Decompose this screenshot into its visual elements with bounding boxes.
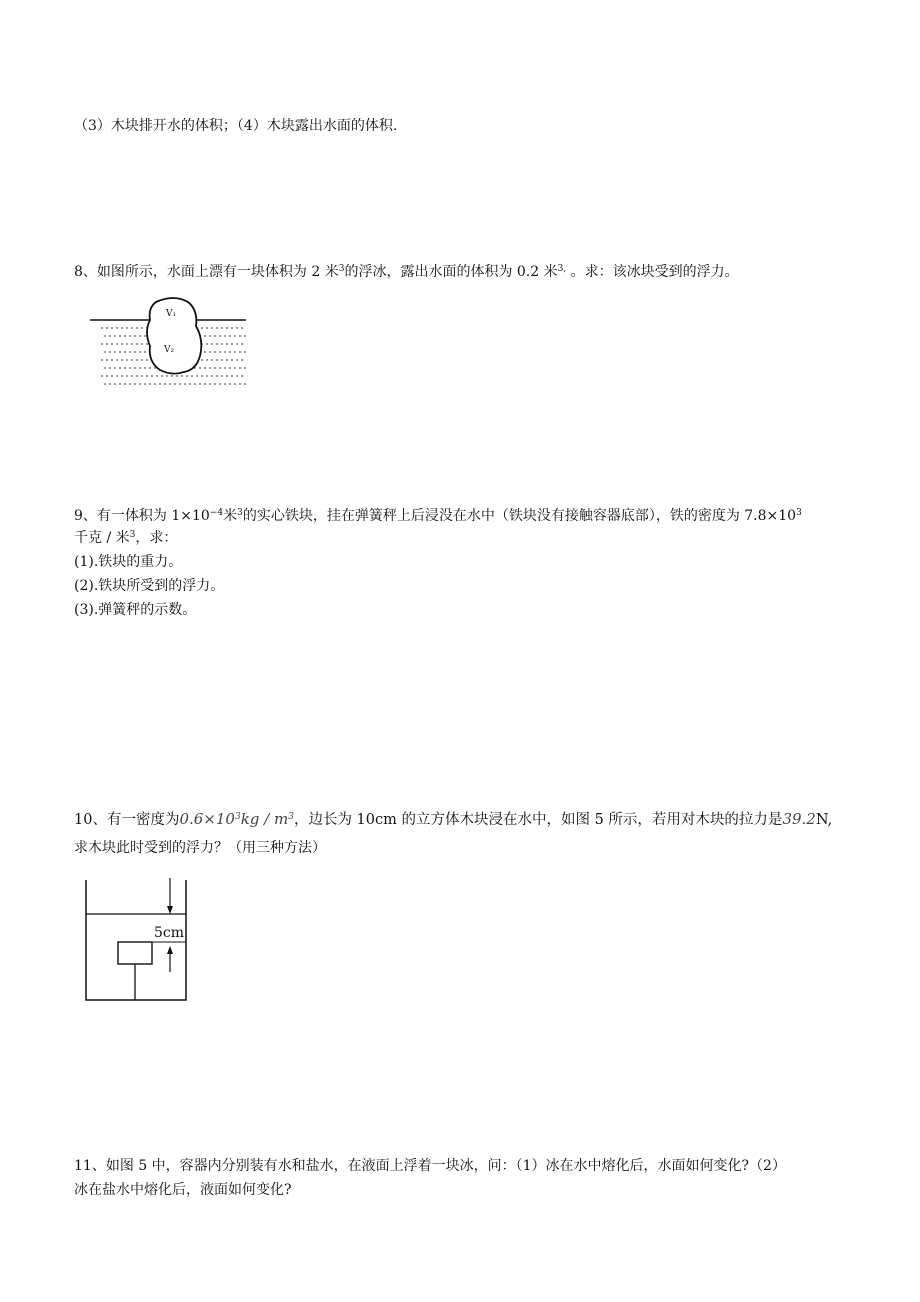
water-dot xyxy=(214,383,216,385)
q10-density-unit-sup: 3 xyxy=(288,812,294,822)
q10-text xyxy=(74,808,832,831)
water-dot xyxy=(141,327,143,329)
water-dot xyxy=(144,383,146,385)
water-dot xyxy=(119,351,121,353)
water-dot xyxy=(231,343,233,345)
water-dot xyxy=(241,375,243,377)
q9-item-3: (3).弹簧秤的示数。 xyxy=(74,602,197,618)
water-dot xyxy=(171,375,173,377)
up-arrow-head xyxy=(167,946,173,954)
water-dot xyxy=(234,383,236,385)
water-dot xyxy=(224,351,226,353)
water-dot xyxy=(229,383,231,385)
water-dot xyxy=(239,383,241,385)
q10-density xyxy=(179,810,294,828)
water-dot xyxy=(131,343,133,345)
water-dot xyxy=(146,375,148,377)
q9-sup-d: 3 xyxy=(129,530,136,540)
water-dot xyxy=(201,375,203,377)
water-dot xyxy=(206,375,208,377)
water-dot xyxy=(216,375,218,377)
water-dot xyxy=(221,359,223,361)
water-dot xyxy=(164,383,166,385)
water-dot xyxy=(244,351,246,353)
water-dot xyxy=(134,335,136,337)
water-dot xyxy=(121,359,123,361)
water-dot xyxy=(206,343,208,345)
water-dot xyxy=(209,351,211,353)
q10-force-unit: N, xyxy=(815,812,833,828)
q8-sup-a: 3 xyxy=(338,264,345,274)
q11-line2: 冰在盐水中熔化后，液面如何变化? xyxy=(74,1182,292,1198)
water-dot xyxy=(224,335,226,337)
water-dot xyxy=(144,335,146,337)
q8-text-a: 8、如图所示，水面上漂有一块体积为 2 米 xyxy=(74,264,339,280)
water-dot xyxy=(209,367,211,369)
q10-density-value: 0.6×10 xyxy=(179,810,235,828)
water-dot xyxy=(224,383,226,385)
water-dot xyxy=(199,367,201,369)
water-dot xyxy=(126,359,128,361)
water-dot xyxy=(141,375,143,377)
water-dot xyxy=(139,335,141,337)
water-dot xyxy=(209,383,211,385)
water-dot xyxy=(244,335,246,337)
q9-text-b: 的实心铁块，挂在弹簧秤上后浸没在水中（铁块没有接触容器底部），铁的密度为 7.8×10 xyxy=(242,508,797,524)
water-dot xyxy=(136,343,138,345)
water-dot xyxy=(129,383,131,385)
water-dot xyxy=(219,335,221,337)
q7-subquestions: （3）木块排开水的体积；（4）木块露出水面的体积. xyxy=(74,118,398,134)
water-dot xyxy=(126,375,128,377)
water-dot xyxy=(201,327,203,329)
water-dot xyxy=(159,383,161,385)
water-dot xyxy=(226,359,228,361)
water-dot xyxy=(184,383,186,385)
water-dot xyxy=(106,327,108,329)
water-dot xyxy=(134,383,136,385)
water-dot xyxy=(219,383,221,385)
water-dot xyxy=(131,359,133,361)
water-dot xyxy=(146,359,148,361)
water-dot xyxy=(106,375,108,377)
water-dot xyxy=(129,367,131,369)
water-dot xyxy=(104,367,106,369)
container-figure xyxy=(84,878,194,1006)
q10-force: 39.2 xyxy=(782,810,816,828)
water-dot xyxy=(166,375,168,377)
water-dot xyxy=(124,351,126,353)
q10-text-a: 10、有一密度为 xyxy=(74,812,180,828)
water-dot xyxy=(191,375,193,377)
water-dot xyxy=(119,367,121,369)
water-dot xyxy=(104,335,106,337)
water-dot xyxy=(204,367,206,369)
water-dot xyxy=(224,367,226,369)
water-dot xyxy=(121,343,123,345)
q8-text xyxy=(74,262,739,282)
water-dot xyxy=(231,375,233,377)
water-dot xyxy=(229,351,231,353)
water-dot xyxy=(114,351,116,353)
water-dot xyxy=(201,359,203,361)
water-dot xyxy=(154,383,156,385)
water-dot xyxy=(241,327,243,329)
water-dot xyxy=(134,367,136,369)
water-dot xyxy=(206,327,208,329)
water-dot xyxy=(144,367,146,369)
water-dot xyxy=(236,343,238,345)
water-dot xyxy=(114,335,116,337)
water-dot xyxy=(216,343,218,345)
q10-text-b: ，边长为 10cm 的立方体木块浸在水中，如图 5 所示，若用对木块的拉力是 xyxy=(293,812,783,828)
down-arrow-head xyxy=(167,906,173,914)
water-dot xyxy=(204,351,206,353)
water-dot xyxy=(214,351,216,353)
water-dot xyxy=(101,375,103,377)
water-dot xyxy=(109,351,111,353)
water-dot xyxy=(216,327,218,329)
water-dot xyxy=(221,375,223,377)
water-dot xyxy=(214,367,216,369)
water-dot xyxy=(244,367,246,369)
water-dot xyxy=(104,383,106,385)
water-dot xyxy=(131,327,133,329)
water-dot xyxy=(139,383,141,385)
water-dot xyxy=(204,383,206,385)
water-dot xyxy=(139,367,141,369)
water-dot xyxy=(189,383,191,385)
water-dot xyxy=(109,367,111,369)
water-dot xyxy=(231,327,233,329)
q9-line2 xyxy=(74,528,177,548)
water-dot xyxy=(239,367,241,369)
water-dot xyxy=(226,343,228,345)
water-dot xyxy=(234,367,236,369)
q10-line2: 求木块此时受到的浮力？（用三种方法） xyxy=(74,840,326,856)
water-dot xyxy=(216,359,218,361)
q9-item-1: (1).铁块的重力。 xyxy=(74,554,183,570)
water-dot xyxy=(129,335,131,337)
water-dot xyxy=(141,343,143,345)
q9-text-a: 9、有一体积为 1×10 xyxy=(74,508,210,524)
water-dot xyxy=(214,335,216,337)
ice-figure xyxy=(88,296,258,388)
water-dot xyxy=(226,327,228,329)
water-dot xyxy=(181,375,183,377)
q9-sup-c: 3 xyxy=(796,508,802,518)
water-dot xyxy=(239,351,241,353)
water-dot xyxy=(186,375,188,377)
water-dot xyxy=(149,383,151,385)
water-dot xyxy=(206,359,208,361)
water-dot xyxy=(126,327,128,329)
water-dot xyxy=(111,343,113,345)
water-dot xyxy=(129,351,131,353)
q11-line1: 11、如图 5 中，容器内分别装有水和盐水，在液面上浮着一块冰，问：（1）冰在水中熔化后，水面如何变化?（2） xyxy=(74,1158,786,1174)
water-dot xyxy=(146,343,148,345)
water-dot xyxy=(111,375,113,377)
water-dot xyxy=(199,383,201,385)
water-dot xyxy=(156,375,158,377)
water-dot xyxy=(109,383,111,385)
q8-text-b: 的浮冰，露出水面的体积为 0.2 米 xyxy=(344,264,558,280)
water-dot xyxy=(211,359,213,361)
water-dot xyxy=(241,343,243,345)
water-dot xyxy=(219,351,221,353)
water-dot xyxy=(119,335,121,337)
v2-label: V₂ xyxy=(164,345,175,355)
water-dot xyxy=(179,383,181,385)
water-dot xyxy=(136,359,138,361)
water-dot xyxy=(194,383,196,385)
water-dot xyxy=(116,359,118,361)
water-dot xyxy=(101,359,103,361)
water-dot xyxy=(106,359,108,361)
water-dot xyxy=(226,375,228,377)
q8-text-c: 。求：该冰块受到的浮力。 xyxy=(566,264,739,280)
q9-sup-b: 3 xyxy=(237,508,243,518)
water-dot xyxy=(121,375,123,377)
water-dot xyxy=(116,375,118,377)
water-dot xyxy=(136,327,138,329)
water-dot xyxy=(174,383,176,385)
water-dot xyxy=(134,351,136,353)
water-dot xyxy=(144,351,146,353)
depth-label: 5cm xyxy=(154,925,185,941)
water-dot xyxy=(229,335,231,337)
water-dot xyxy=(126,343,128,345)
water-dot xyxy=(211,343,213,345)
q10-density-sup: 3 xyxy=(234,812,241,822)
water-dot xyxy=(141,359,143,361)
water-dot xyxy=(239,335,241,337)
water-dot xyxy=(231,359,233,361)
water-dot xyxy=(101,327,103,329)
water-dot xyxy=(151,375,153,377)
q8-sup-b: 3, xyxy=(557,264,567,274)
water-dot xyxy=(204,335,206,337)
water-dot xyxy=(211,375,213,377)
water-dot xyxy=(109,335,111,337)
water-dot xyxy=(121,327,123,329)
water-dot xyxy=(234,335,236,337)
q9-item-2: (2).铁块所受到的浮力。 xyxy=(74,578,225,594)
water-dot xyxy=(221,343,223,345)
water-dot xyxy=(149,367,151,369)
water-dot xyxy=(219,367,221,369)
water-dot xyxy=(124,335,126,337)
water-dot xyxy=(209,335,211,337)
water-dot xyxy=(116,327,118,329)
water-dot xyxy=(114,367,116,369)
water-dot xyxy=(161,375,163,377)
water-dot xyxy=(244,383,246,385)
water-dot xyxy=(234,351,236,353)
water-dot xyxy=(111,359,113,361)
water-dot xyxy=(104,351,106,353)
water-dot xyxy=(221,327,223,329)
q9-unit-a: 米 xyxy=(223,508,238,524)
water-dot xyxy=(119,383,121,385)
water-dot xyxy=(236,359,238,361)
water-dot xyxy=(101,343,103,345)
water-dot xyxy=(114,383,116,385)
q10-density-unit: kg / m xyxy=(240,810,289,828)
water-dot xyxy=(136,375,138,377)
water-dot xyxy=(169,383,171,385)
q9-sup-a: −4 xyxy=(209,508,224,518)
water-dot xyxy=(124,367,126,369)
q9-text xyxy=(74,506,802,526)
water-dot xyxy=(124,383,126,385)
water-dot xyxy=(236,327,238,329)
water-dot xyxy=(131,375,133,377)
water-dot xyxy=(196,375,198,377)
v1-label: V₁ xyxy=(166,309,177,319)
water-dot xyxy=(211,327,213,329)
water-dot xyxy=(139,351,141,353)
water-dot xyxy=(236,375,238,377)
wood-block xyxy=(118,942,152,964)
water-dot xyxy=(229,367,231,369)
water-dot xyxy=(176,375,178,377)
q9-line2-a: 千克 / 米 xyxy=(74,530,130,546)
water-dot xyxy=(241,359,243,361)
q9-line2-b: ，求： xyxy=(135,530,178,546)
water-dot xyxy=(116,343,118,345)
water-dot xyxy=(106,343,108,345)
water-dot xyxy=(111,327,113,329)
